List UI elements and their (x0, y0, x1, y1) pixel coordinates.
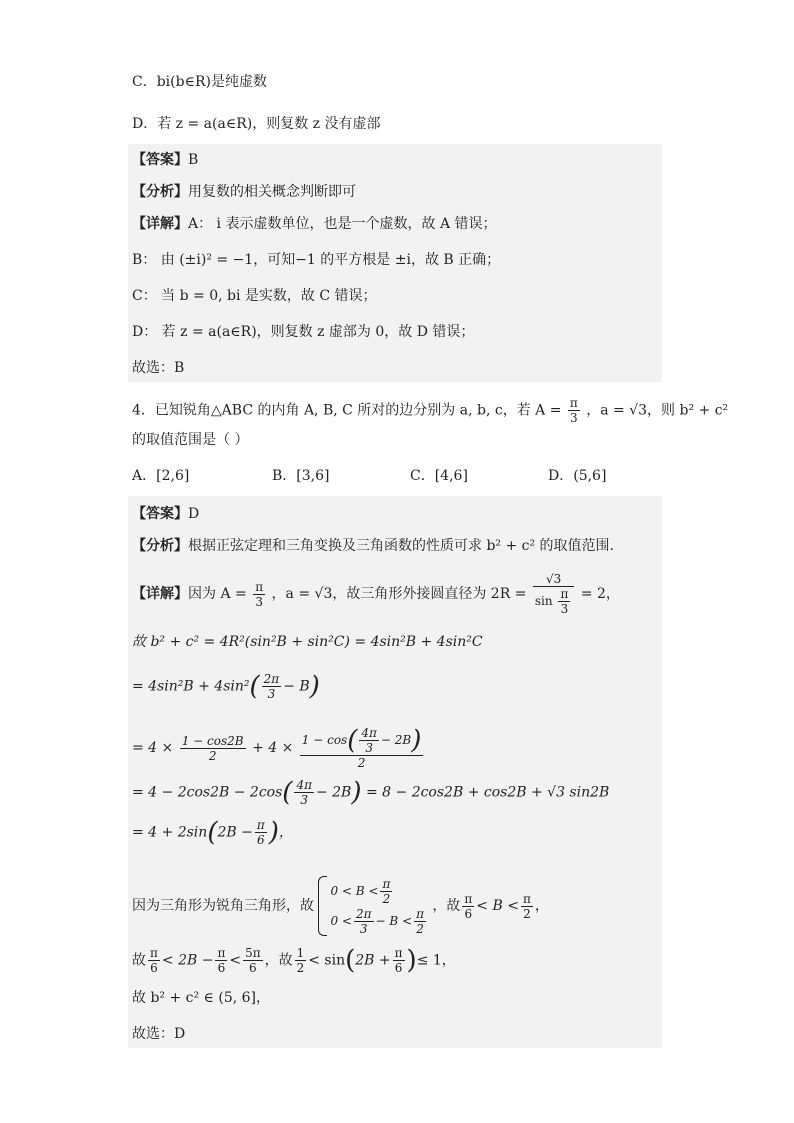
numerator: π (256, 818, 265, 832)
sys-row2a: 0 < (330, 914, 352, 928)
option-label: D． (548, 468, 574, 484)
q4-choice: 故选：D (132, 1026, 186, 1042)
q4-line-3 (132, 672, 320, 701)
denominator: 3 (255, 594, 263, 609)
numerator: 5π (245, 946, 261, 960)
q4-option-c (410, 466, 468, 486)
detail-1c: = 2， (580, 586, 620, 602)
detail-1b: ，a = √3，故三角形外接圆直径为 2R = (271, 586, 527, 602)
q4-line-9: 故 b² + c² ∈ (5, 6]， (132, 990, 271, 1006)
inequality-system (318, 876, 428, 936)
denominator: 6 (150, 961, 158, 975)
line-8c: < (229, 952, 242, 969)
line-7d: ， (534, 898, 549, 914)
sys-row1-text: 0 < B < (330, 884, 379, 898)
q3-option-d: D．若 z = a(a∈R)，则复数 z 没有虚部 (132, 116, 381, 132)
fraction-5pi-over-6 (243, 946, 263, 975)
analysis-text: 用复数的相关概念判断即可 (188, 184, 356, 200)
line-8e: < sin (308, 952, 346, 969)
line-6a: = 4 + 2sin (132, 824, 208, 841)
option-label: B． (272, 468, 297, 484)
q4-line-5 (132, 778, 609, 807)
line-8a: 故 (132, 952, 146, 969)
line-3a: = 4sin²B + 4sin² (132, 678, 250, 695)
numerator: √3 (533, 572, 574, 587)
option-value: [3,6] (296, 468, 330, 484)
fraction-pi-over-2 (414, 907, 426, 936)
denominator: 3 (570, 411, 578, 425)
numerator: π (394, 946, 403, 960)
line-8b: < 2B − (161, 952, 214, 969)
denominator: 6 (394, 961, 403, 975)
denominator: 2 (382, 892, 391, 906)
right-paren: ) (411, 725, 422, 756)
denominator: 2 (416, 922, 424, 936)
numerator: 1 − cos2B (181, 733, 244, 748)
denominator: 6 (256, 833, 265, 847)
right-paren: ) (309, 671, 320, 702)
line-6b: 2B − (217, 824, 253, 841)
q4-answer (132, 504, 199, 524)
minus-2b: − 2B (380, 733, 412, 747)
q3-option-c: C．bi(b∈R)是纯虚数 (132, 74, 267, 90)
denominator: 3 (560, 602, 569, 616)
q3-detail-b: B： 由 (±i)² = −1，可知−1 的平方根是 ±i，故 B 正确； (132, 252, 501, 268)
numerator: 2π (355, 907, 372, 921)
answer-value: B (188, 152, 199, 168)
fraction-2pi-over-3 (262, 672, 282, 701)
left-paren: ( (282, 777, 293, 808)
denominator: 2 (296, 961, 305, 975)
analysis-tag: 【分析】 (132, 184, 188, 200)
numerator: 4π (296, 778, 312, 792)
fraction-pi-over-3 (568, 396, 580, 425)
fraction-1-minus-cos-expr-over-2 (300, 726, 424, 770)
fraction-pi-over-6 (255, 818, 267, 847)
denominator (533, 587, 574, 616)
q3-analysis (132, 182, 356, 202)
denominator: 2 (357, 756, 366, 770)
line-8d: ，故 (264, 952, 293, 969)
line-3b: − B (283, 678, 310, 695)
line-8f: 2B + (355, 952, 391, 969)
q4-line-7 (132, 876, 549, 936)
analysis-text: 根据正弦定理和三角变换及三角函数的性质可求 b² + c² 的取值范围. (188, 538, 615, 554)
q3-detail-c: C： 当 b = 0, bi 是实数，故 C 错误； (132, 288, 377, 304)
denominator: 3 (365, 741, 373, 755)
q4-line-4 (132, 726, 425, 770)
left-paren: ( (207, 817, 218, 848)
left-paren: ( (249, 671, 260, 702)
analysis-tag: 【分析】 (132, 538, 188, 554)
option-label: C． (410, 468, 435, 484)
numerator (300, 726, 424, 756)
left-paren: ( (347, 725, 358, 756)
line-4a: = 4 × (132, 740, 174, 756)
option-value: [2,6] (156, 468, 190, 484)
numerator: π (569, 396, 578, 410)
fraction-sqrt3-over-sin (533, 572, 574, 616)
fraction-pi-over-3 (253, 580, 265, 609)
fraction-pi-over-6 (462, 892, 474, 921)
system-row-1 (330, 876, 428, 906)
q4-line-6 (132, 818, 293, 847)
line-4b: + 4 × (252, 740, 294, 756)
denominator: 3 (300, 793, 309, 807)
q4-option-a (132, 466, 189, 486)
numerator: π (150, 946, 158, 960)
line-5c: = 8 − 2cos2B + cos2B + √3 sin2B (365, 784, 610, 801)
numerator: 2π (263, 672, 280, 686)
numerator: π (464, 891, 473, 906)
line-7b: ，故 (432, 898, 461, 914)
numerator: π (382, 877, 391, 891)
q4-option-b (272, 466, 330, 486)
numerator: π (522, 891, 531, 906)
right-paren: ) (406, 945, 417, 976)
fraction-2pi-over-3 (354, 907, 374, 936)
line-5a: = 4 − 2cos2B − 2cos (132, 784, 283, 801)
fraction-pi-over-2 (521, 892, 533, 921)
q4-stem-line2: 的取值范围是（ ） (132, 432, 249, 448)
q4-line-8 (132, 946, 456, 975)
left-paren: ( (345, 945, 356, 976)
fraction-pi-over-6 (148, 946, 160, 975)
detail-tag: 【详解】 (132, 216, 188, 232)
right-paren: ) (268, 817, 279, 848)
fraction-1-over-2 (295, 946, 307, 975)
denominator: 6 (249, 961, 257, 975)
sys-row2b: − B < (375, 914, 413, 928)
right-paren: ) (351, 777, 362, 808)
numerator: π (255, 579, 264, 594)
line-7a: 因为三角形为锐角三角形，故 (132, 898, 314, 914)
sin-label: sin (534, 594, 553, 608)
denominator: 3 (267, 687, 276, 701)
option-value: [4,6] (434, 468, 468, 484)
q4-detail-1 (132, 572, 620, 616)
answer-tag: 【答案】 (132, 152, 188, 168)
q3-detail-d: D： 若 z = a(a∈R)，则复数 z 虚部为 0，故 D 错误； (132, 324, 475, 340)
system-row-2 (330, 906, 428, 936)
denominator: 2 (523, 906, 531, 921)
numerator: 1 (296, 946, 305, 960)
line-5b: − 2B (315, 784, 352, 801)
fraction-4pi-over-3 (359, 726, 379, 755)
detail-a-text: A： i 表示虚数单位，也是一个虚数，故 A 错误； (188, 216, 497, 232)
option-label: A． (132, 468, 157, 484)
q4-stem-part1: 4．已知锐角△ABC 的内角 A, B, C 所对的边分别为 a, b, c，若 A = (132, 402, 562, 419)
denominator: 6 (217, 961, 226, 975)
detail-1a: 因为 A = (188, 586, 247, 602)
q4-stem-line1 (132, 396, 728, 425)
denominator: 6 (464, 906, 473, 921)
answer-tag: 【答案】 (132, 506, 188, 522)
q3-choice: 故选：B (132, 360, 185, 376)
fraction-pi-over-6 (393, 946, 405, 975)
option-value: (5,6] (573, 468, 607, 484)
denominator: 3 (359, 922, 368, 936)
fraction-1-minus-cos2b-over-2 (180, 734, 246, 763)
answer-value: D (188, 506, 200, 522)
line-6c: ， (278, 824, 293, 841)
q4-stem-part2: ，a = √3，则 b² + c² (586, 402, 729, 419)
detail-tag: 【详解】 (132, 586, 188, 602)
line-7c: < B < (476, 898, 519, 914)
fraction-pi-over-2 (380, 877, 392, 906)
q4-line-2: 故 b² + c² = 4R²(sin²B + sin²C) = 4sin²B + 4sin²C (132, 634, 483, 650)
q3-answer (132, 150, 198, 170)
denominator: 2 (208, 748, 217, 763)
q4-analysis (132, 536, 614, 556)
brace-icon (318, 876, 327, 936)
one-minus-cos: 1 − cos (301, 733, 348, 747)
numerator: 4π (361, 726, 377, 740)
numerator: π (217, 946, 226, 960)
numerator: π (560, 587, 569, 601)
numerator: π (416, 907, 424, 921)
fraction-pi-over-3 (558, 587, 570, 616)
line-8g: ≤ 1， (416, 952, 456, 969)
q4-option-d (548, 466, 606, 486)
q3-detail-a (132, 214, 497, 234)
fraction-4pi-over-3 (294, 778, 314, 807)
fraction-pi-over-6 (215, 946, 227, 975)
